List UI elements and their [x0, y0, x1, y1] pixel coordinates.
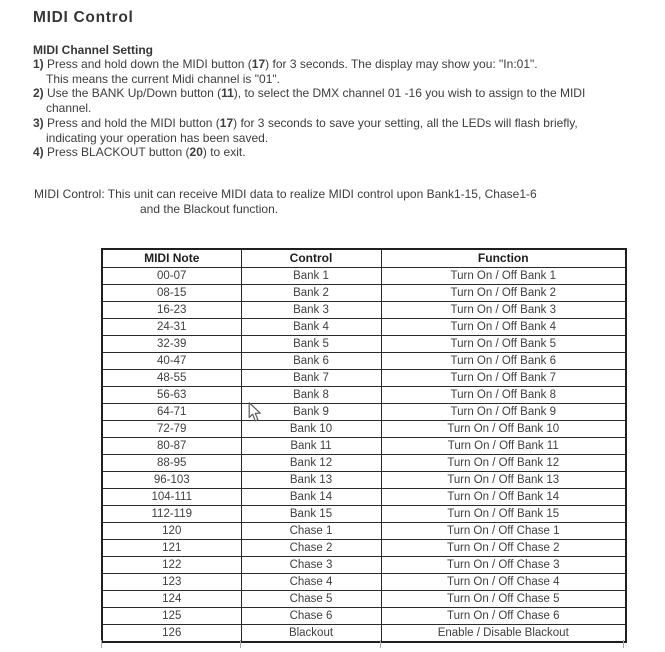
function-cell: Turn On / Off Bank 9: [381, 404, 626, 421]
midi-note-cell: 64-71: [102, 404, 241, 421]
step-marker: 1): [33, 57, 44, 71]
midi-note-cell: 16-23: [102, 302, 241, 319]
function-cell: Turn On / Off Chase 1: [381, 523, 626, 540]
header-control: Control: [241, 249, 381, 268]
control-cell: Bank 4: [241, 319, 381, 336]
midi-note-cell: 24-31: [102, 319, 241, 336]
function-cell: Enable / Disable Blackout: [381, 625, 626, 643]
function-cell: Turn On / Off Bank 14: [381, 489, 626, 506]
midi-control-note: [34, 187, 654, 217]
control-cell: Chase 2: [241, 540, 381, 557]
midi-note-cell: 88-95: [102, 455, 241, 472]
control-cell: Chase 1: [241, 523, 381, 540]
function-cell: Turn On / Off Bank 8: [381, 387, 626, 404]
table-row: [102, 438, 626, 455]
control-cell: Bank 6: [241, 353, 381, 370]
control-cell: Bank 10: [241, 421, 381, 438]
table-row: [102, 625, 626, 643]
midi-table-body: [102, 268, 626, 643]
table-row: [102, 574, 626, 591]
table-row: [102, 319, 626, 336]
midi-note-cell: 56-63: [102, 387, 241, 404]
function-cell: Turn On / Off Bank 13: [381, 472, 626, 489]
control-cell: Bank 3: [241, 302, 381, 319]
header-function: Function: [381, 249, 626, 268]
control-cell: Bank 1: [241, 268, 381, 285]
step-text: Press BLACKOUT button (: [47, 145, 190, 160]
step-line-2: [33, 86, 665, 101]
midi-note-cell: 121: [102, 540, 241, 557]
step-button-ref: 17: [219, 115, 234, 130]
control-cell: Chase 4: [241, 574, 381, 591]
table-row: [102, 404, 626, 421]
midi-note-cell: 122: [102, 557, 241, 574]
arrow-cursor-icon: [248, 402, 262, 428]
table-border-stub: [240, 640, 241, 648]
control-cell: Blackout: [241, 625, 381, 643]
function-cell: Turn On / Off Bank 4: [381, 319, 626, 336]
function-cell: Turn On / Off Bank 7: [381, 370, 626, 387]
table-row: [102, 472, 626, 489]
table-row: [102, 285, 626, 302]
table-border-stub: [623, 640, 624, 648]
function-cell: Turn On / Off Chase 3: [381, 557, 626, 574]
step-text: Use the BANK Up/Down button (: [47, 86, 222, 101]
step-line-3-cont: indicating your operation has been saved.: [46, 130, 269, 145]
midi-mapping-table: [101, 248, 627, 643]
step-text: ) for 3 seconds to save your setting, all the LEDs will flash briefly,: [233, 115, 578, 130]
midi-note-cell: 124: [102, 591, 241, 608]
midi-note-cell: 72-79: [102, 421, 241, 438]
step-line-2-cont: channel.: [46, 101, 92, 116]
note-line-2: and the Blackout function.: [140, 202, 279, 216]
step-line-4: [33, 145, 665, 160]
instruction-list: [33, 57, 665, 160]
midi-note-cell: 00-07: [102, 268, 241, 285]
function-cell: Turn On / Off Bank 11: [381, 438, 626, 455]
table-row: [102, 370, 626, 387]
control-cell: Bank 12: [241, 455, 381, 472]
function-cell: Turn On / Off Chase 6: [381, 608, 626, 625]
table-row: [102, 302, 626, 319]
control-cell: Bank 15: [241, 506, 381, 523]
control-cell: Bank 8: [241, 387, 381, 404]
function-cell: Turn On / Off Chase 5: [381, 591, 626, 608]
table-row: [102, 608, 626, 625]
midi-note-cell: 08-15: [102, 285, 241, 302]
function-cell: Turn On / Off Bank 2: [381, 285, 626, 302]
control-cell: Bank 11: [241, 438, 381, 455]
midi-note-cell: 123: [102, 574, 241, 591]
table-header-row: [102, 249, 626, 268]
table-row: [102, 506, 626, 523]
step-line-3: [33, 116, 665, 131]
step-text: Press and hold the MIDI button (: [47, 115, 220, 130]
table-row: [102, 421, 626, 438]
midi-note-cell: 48-55: [102, 370, 241, 387]
function-cell: Turn On / Off Bank 6: [381, 353, 626, 370]
control-cell: Chase 5: [241, 591, 381, 608]
step-text: Press and hold down the MIDI button (: [47, 57, 252, 71]
function-cell: Turn On / Off Bank 15: [381, 506, 626, 523]
function-cell: Turn On / Off Bank 3: [381, 302, 626, 319]
control-cell: Bank 5: [241, 336, 381, 353]
midi-note-cell: 120: [102, 523, 241, 540]
step-marker: 4): [33, 145, 44, 160]
midi-note-cell: 125: [102, 608, 241, 625]
control-cell: Chase 6: [241, 608, 381, 625]
function-cell: Turn On / Off Chase 4: [381, 574, 626, 591]
control-cell: Bank 2: [241, 285, 381, 302]
control-cell: Bank 14: [241, 489, 381, 506]
function-cell: Turn On / Off Chase 2: [381, 540, 626, 557]
midi-note-cell: 104-111: [102, 489, 241, 506]
midi-note-cell: 96-103: [102, 472, 241, 489]
step-text: ) to exit.: [202, 145, 246, 160]
step-button-ref: 17: [251, 57, 266, 71]
function-cell: Turn On / Off Bank 1: [381, 268, 626, 285]
table-row: [102, 268, 626, 285]
step-line-1: [33, 57, 665, 72]
midi-note-cell: 80-87: [102, 438, 241, 455]
midi-note-cell: 40-47: [102, 353, 241, 370]
table-row: [102, 557, 626, 574]
midi-note-cell: 126: [102, 625, 241, 643]
step-marker: 2): [33, 86, 44, 101]
table-row: [102, 540, 626, 557]
control-cell: Bank 9: [241, 404, 381, 421]
step-text: ), to select the DMX channel 01 -16 you wish to assign to the MIDI: [233, 86, 586, 101]
midi-note-cell: 32-39: [102, 336, 241, 353]
step-line-1-cont: This means the current Midi channel is "01".: [46, 71, 280, 86]
header-midi-note: MIDI Note: [102, 249, 241, 268]
page-title: MIDI Control: [33, 9, 134, 26]
control-cell: Chase 3: [241, 557, 381, 574]
function-cell: Turn On / Off Bank 5: [381, 336, 626, 353]
table-row: [102, 455, 626, 472]
table-border-stub: [380, 640, 381, 648]
section-heading: MIDI Channel Setting: [33, 43, 153, 57]
function-cell: Turn On / Off Bank 10: [381, 421, 626, 438]
function-cell: Turn On / Off Bank 12: [381, 455, 626, 472]
step-button-ref: 11: [221, 86, 234, 101]
table-row: [102, 523, 626, 540]
midi-note-cell: 112-119: [102, 506, 241, 523]
table-row: [102, 591, 626, 608]
table-row: [102, 489, 626, 506]
table-row: [102, 353, 626, 370]
control-cell: Bank 13: [241, 472, 381, 489]
step-marker: 3): [33, 115, 44, 130]
control-cell: Bank 7: [241, 370, 381, 387]
table-row: [102, 336, 626, 353]
step-text: ) for 3 seconds. The display may show you: "In:01".: [265, 57, 538, 71]
table-border-stub: [101, 640, 102, 648]
table-row: [102, 387, 626, 404]
note-line-1: MIDI Control: This unit can receive MIDI data to realize MIDI control upon Bank1-15, Chase1-6: [34, 187, 537, 201]
step-button-ref: 20: [189, 145, 203, 160]
